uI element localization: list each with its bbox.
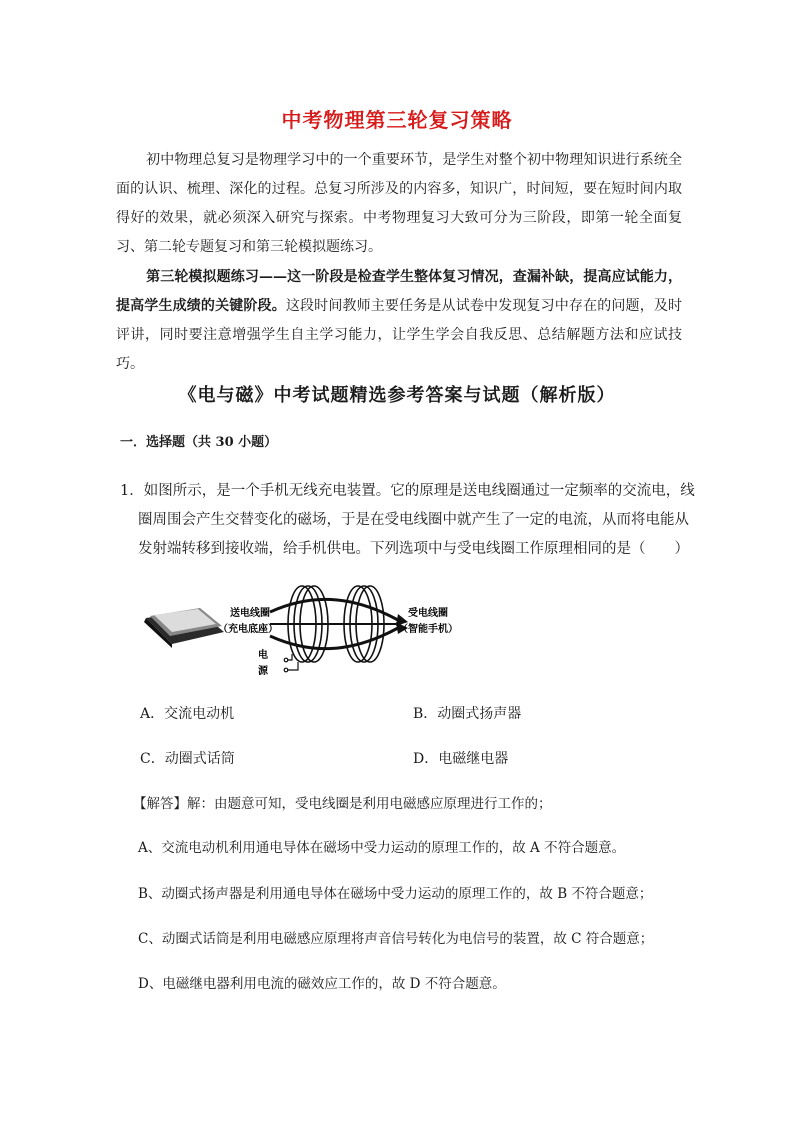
answer-option-d: D、电磁继电器利用电流的磁效应工作的，故 D 不符合题意。 xyxy=(138,976,506,992)
intro-text-2: 这段时间教师主要任务是从试卷中发现复习中存在的问题，及时评讲，同时要注意增强学生自主学习能力，让学生学会自我反思、总结解题方法和应试技巧。 xyxy=(116,298,683,372)
intro-paragraph-1 xyxy=(116,146,682,262)
section-title: 《电与磁》中考试题精选参考答案与试题（解析版） xyxy=(178,385,616,406)
question-1-line-1: 1．如图所示，是一个手机无线充电装置。它的原理是送电线圈通过一定频率的交流电，线 xyxy=(120,483,695,499)
option-a: A．交流电动机 xyxy=(140,706,235,722)
question-1-line-3: 发射端转移到接收端，给手机供电。下列选项中与受电线圈工作原理相同的是（ ） xyxy=(138,541,689,557)
option-b: B．动圈式扬声器 xyxy=(413,706,522,722)
intro-paragraph-2 xyxy=(116,263,682,379)
answer-option-a: A、交流电动机利用通电导体在磁场中受力运动的原理工作的，故 A 不符合题意。 xyxy=(138,840,626,856)
option-c: C．动圈式话筒 xyxy=(140,751,235,767)
answer-option-c: C、动圈式话筒是利用电磁感应原理将声音信号转化为电信号的装置，故 C 符合题意； xyxy=(138,931,654,947)
intro-text-1: 初中物理总复习是物理学习中的一个重要环节，是学生对整个初中物理知识进行系统全面的认识、梳理、深化的过程。总复习所涉及的内容多，知识广，时间短，要在短时间内取得好的效果，就必须深入研究与探索。中考物理复习大致可分为三阶段，即第一轮全面复习、第二轮专题复习和第三轮模拟题练习。 xyxy=(116,152,682,255)
question-1-line-2: 圈周围会产生交替变化的磁场，于是在受电线圈中就产生了一定的电流，从而将电能从 xyxy=(138,512,689,528)
question-1 xyxy=(120,477,695,564)
answer-heading: 【解答】解：由题意可知，受电线圈是利用电磁感应原理进行工作的； xyxy=(133,796,552,812)
intro-bold-text: 第三轮模拟题练习——这一阶段是检查学生整体复习情况，查漏补缺，提高应试能力，提高学生成绩的关键阶段。 xyxy=(116,269,682,314)
power-wires xyxy=(284,654,298,672)
receive-coil-label: 受电线圈 xyxy=(408,608,448,619)
power-label-1: 电 xyxy=(258,650,268,661)
option-d: D．电磁继电器 xyxy=(413,751,509,767)
phone-on-base-image xyxy=(144,608,224,648)
question-section-heading: 一．选择题（共 30 小题） xyxy=(120,435,278,450)
send-coil-label: 送电线圈 xyxy=(230,608,270,619)
answer-option-b: B、动圈式扬声器是利用通电导体在磁场中受力运动的原理工作的，故 B 不符合题意； xyxy=(138,886,653,902)
wireless-charging-figure xyxy=(140,582,470,682)
page-title: 中考物理第三轮复习策略 xyxy=(281,108,513,132)
receive-phone-label: （智能手机） xyxy=(398,624,458,635)
send-base-label: （充电底座） xyxy=(218,624,278,635)
power-label-2: 源 xyxy=(258,666,268,677)
